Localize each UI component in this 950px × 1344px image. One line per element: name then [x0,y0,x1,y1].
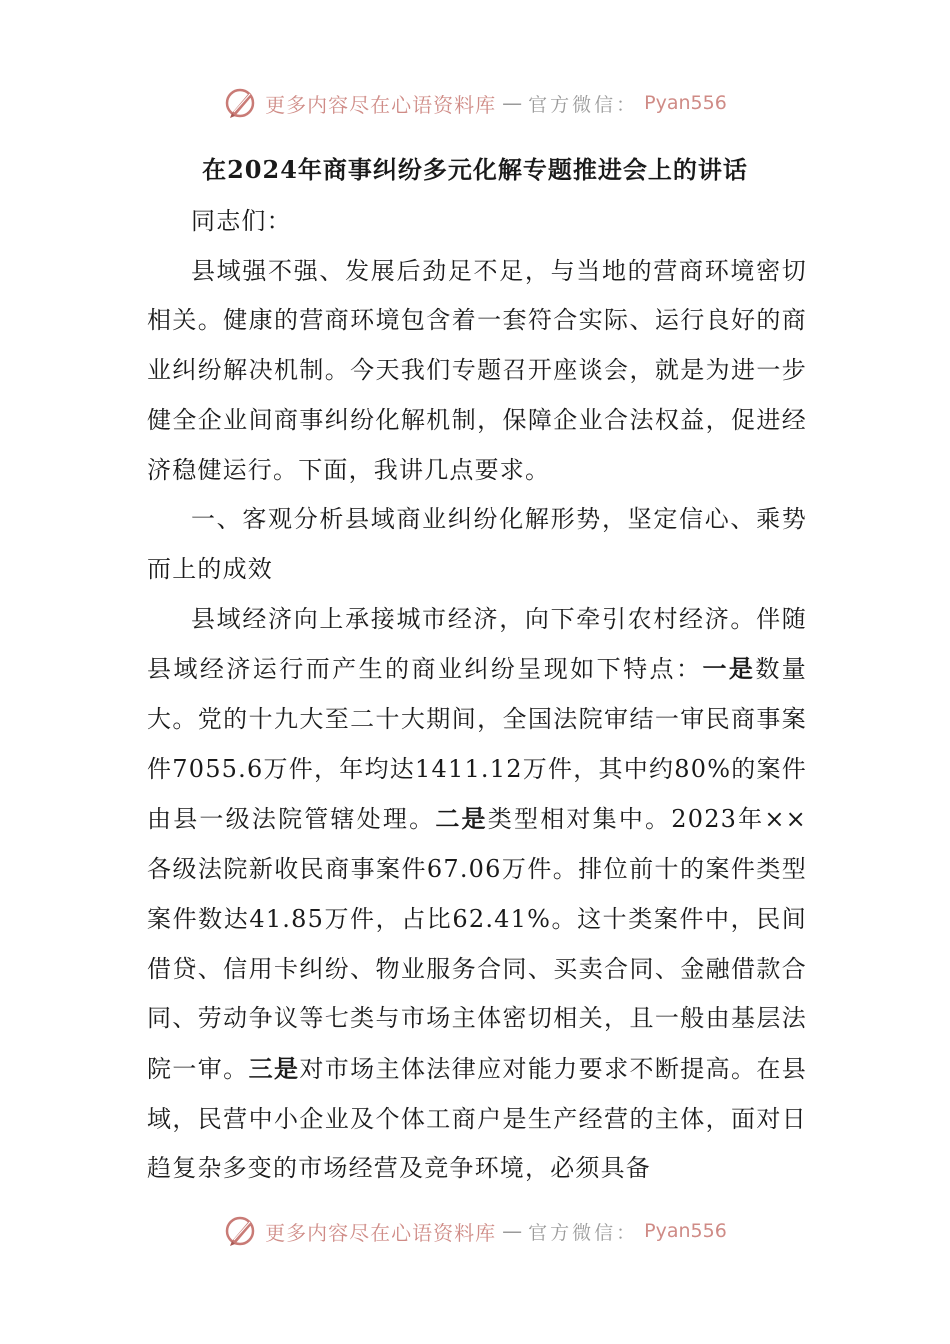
paragraph-text: 县域经济向上承接城市经济，向下牵引农村经济。伴随县域经济运行而产生的商业纠纷呈现如下特点： [147,604,807,684]
pen-nib-logo-icon [223,85,259,121]
banner-separator: — [502,1219,523,1243]
banner-wechat-id: Pyan556 [644,92,727,114]
point-marker-1: 一是 [702,654,756,684]
document-body [147,197,807,1194]
salutation: 同志们： [191,207,292,235]
paragraph-text: 类型相对集中。2023年××各级法院新收民商事案件67.06万件。排位前十的案件类型案件数达41.85万件，占比62.41%。这十类案件中，民间借贷、信用卡纠纷、物业服务合同、买卖合同、金融借款合同、劳动争议等七类与市场主体密切相关，且一般由基层法院一审。 [147,805,807,1083]
paragraph-text: 对市场主体法律应对能力要求不断提高。在县域，民营中小企业及个体工商户是生产经营的主体，面对日趋复杂多变的市场经营及竞争环境，必须具备 [147,1054,808,1183]
paragraph-intro: 县域强不强、发展后劲足不足，与当地的营商环境密切相关。健康的营商环境包含着一套符合实际、运行良好的商业纠纷解决机制。今天我们专题召开座谈会，就是为进一步健全企业间商事纠纷化解机制，保障企业合法权益，促进经济稳健运行。下面，我讲几点要求。 [147,256,807,484]
paragraph-characteristics [147,595,807,1194]
section-heading-1: 一、客观分析县域商业纠纷化解形势，坚定信心、乘势而上的成效 [147,505,807,583]
banner-promo-text: 更多内容尽在心语资料库 [265,92,497,117]
banner-wechat-label: 官方微信： [528,93,639,116]
banner-wechat-label: 官方微信： [528,1221,639,1244]
banner-separator: — [502,91,523,115]
point-marker-3: 三是 [248,1053,300,1083]
banner-wechat-id: Pyan556 [644,1220,727,1242]
footer-banner [0,1206,950,1256]
header-banner [0,78,950,128]
document-title: 在2024年商事纠纷多元化解专题推进会上的讲话 [202,155,748,184]
paragraph-text: 数量大。党的十九大至二十大期间，全国法院审结一审民商事案件7055.6万件，年均达1411.12万件，其中约80%的案件由县一级法院管辖处理。 [147,655,807,834]
pen-nib-logo-icon [223,1213,259,1249]
point-marker-2: 二是 [435,804,488,834]
banner-promo-text: 更多内容尽在心语资料库 [265,1220,497,1245]
